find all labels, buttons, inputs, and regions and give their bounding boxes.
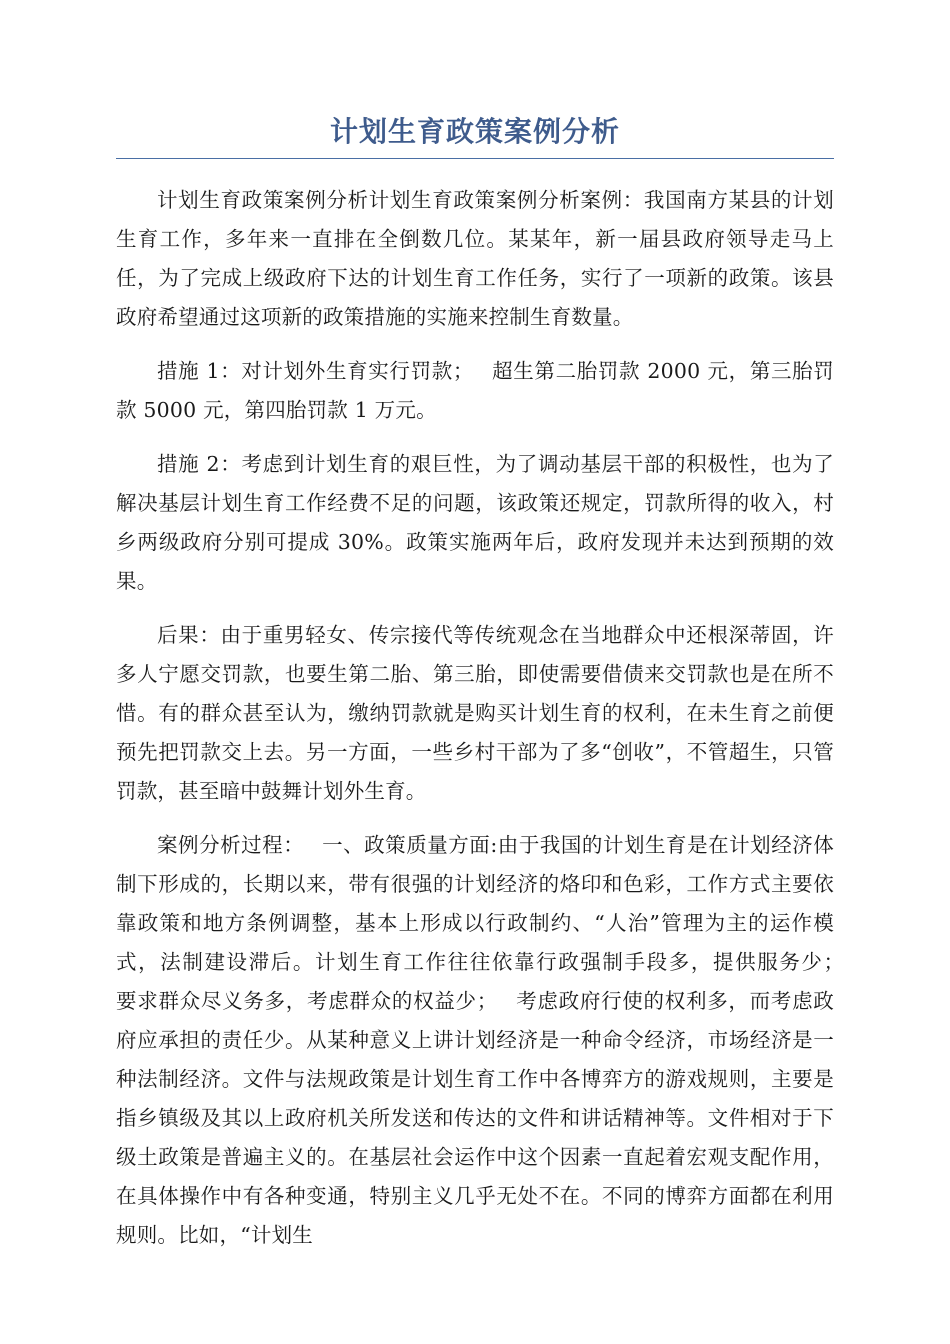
paragraph-measure-2: 措施 2：考虑到计划生育的艰巨性，为了调动基层干部的积极性，也为了解决基层计划生育工作经费不足的问题，该政策还规定，罚款所得的收入，村乡两级政府分别可提成 30%。政策实施两年后，政府发现并未达到预期的效果。 <box>116 452 834 593</box>
document-title: 计划生育政策案例分析 <box>329 115 620 148</box>
paragraph-consequences: 后果：由于重男轻女、传宗接代等传统观念在当地群众中还根深蒂固，许多人宁愿交罚款，也要生第二胎、第三胎，即使需要借债来交罚款也是在所不惜。有的群众甚至认为，缴纳罚款就是购买计划生育的权利，在未生育之前便预先把罚款交上去。另一方面，一些乡村干部为了多“创收”，不管超生，只管罚款，甚至暗中鼓舞计划外生育。 <box>116 623 834 803</box>
paragraph-measure-1: 措施 1：对计划外生育实行罚款； 超生第二胎罚款 2000 元，第三胎罚款 5000 元，第四胎罚款 1 万元。 <box>116 359 834 422</box>
document-page <box>116 110 862 1270</box>
title-underline <box>116 158 834 159</box>
paragraph-analysis: 案例分析过程： 一、政策质量方面:由于我国的计划生育是在计划经济体制下形成的，长期以来，带有很强的计划经济的烙印和色彩，工作方式主要依靠政策和地方条例调整，基本上形成以行政制约、“人治”管理为主的运作模式，法制建设滞后。计划生育工作往往依靠行政强制手段多，提供服务少； 要求群众尽义务多，考虑群众的权益少； 考虑政府行使的权利多，而考虑政府应承担的责任少。从某种意义上讲计划经济是一种命令经济，市场经济是一种法制经济。文件与法规政策是计划生育工作中各博弈方的游戏规则，主要是指乡镇级及其以上政府机关所发送和传达的文件和讲话精神等。文件相对于下级土政策是普遍主义的。在基层社会运作中这个因素一直起着宏观支配作用，在具体操作中有各种变通，特别主义几乎无处不在。不同的博弈方面都在利用规则。比如，“计划生 <box>116 833 862 1247</box>
paragraph-case-intro: 计划生育政策案例分析计划生育政策案例分析案例：我国南方某县的计划生育工作，多年来一直排在全倒数几位。某某年，新一届县政府领导走马上任，为了完成上级政府下达的计划生育工作任务，实行了一项新的政策。该县政府希望通过这项新的政策措施的实施来控制生育数量。 <box>116 188 834 329</box>
